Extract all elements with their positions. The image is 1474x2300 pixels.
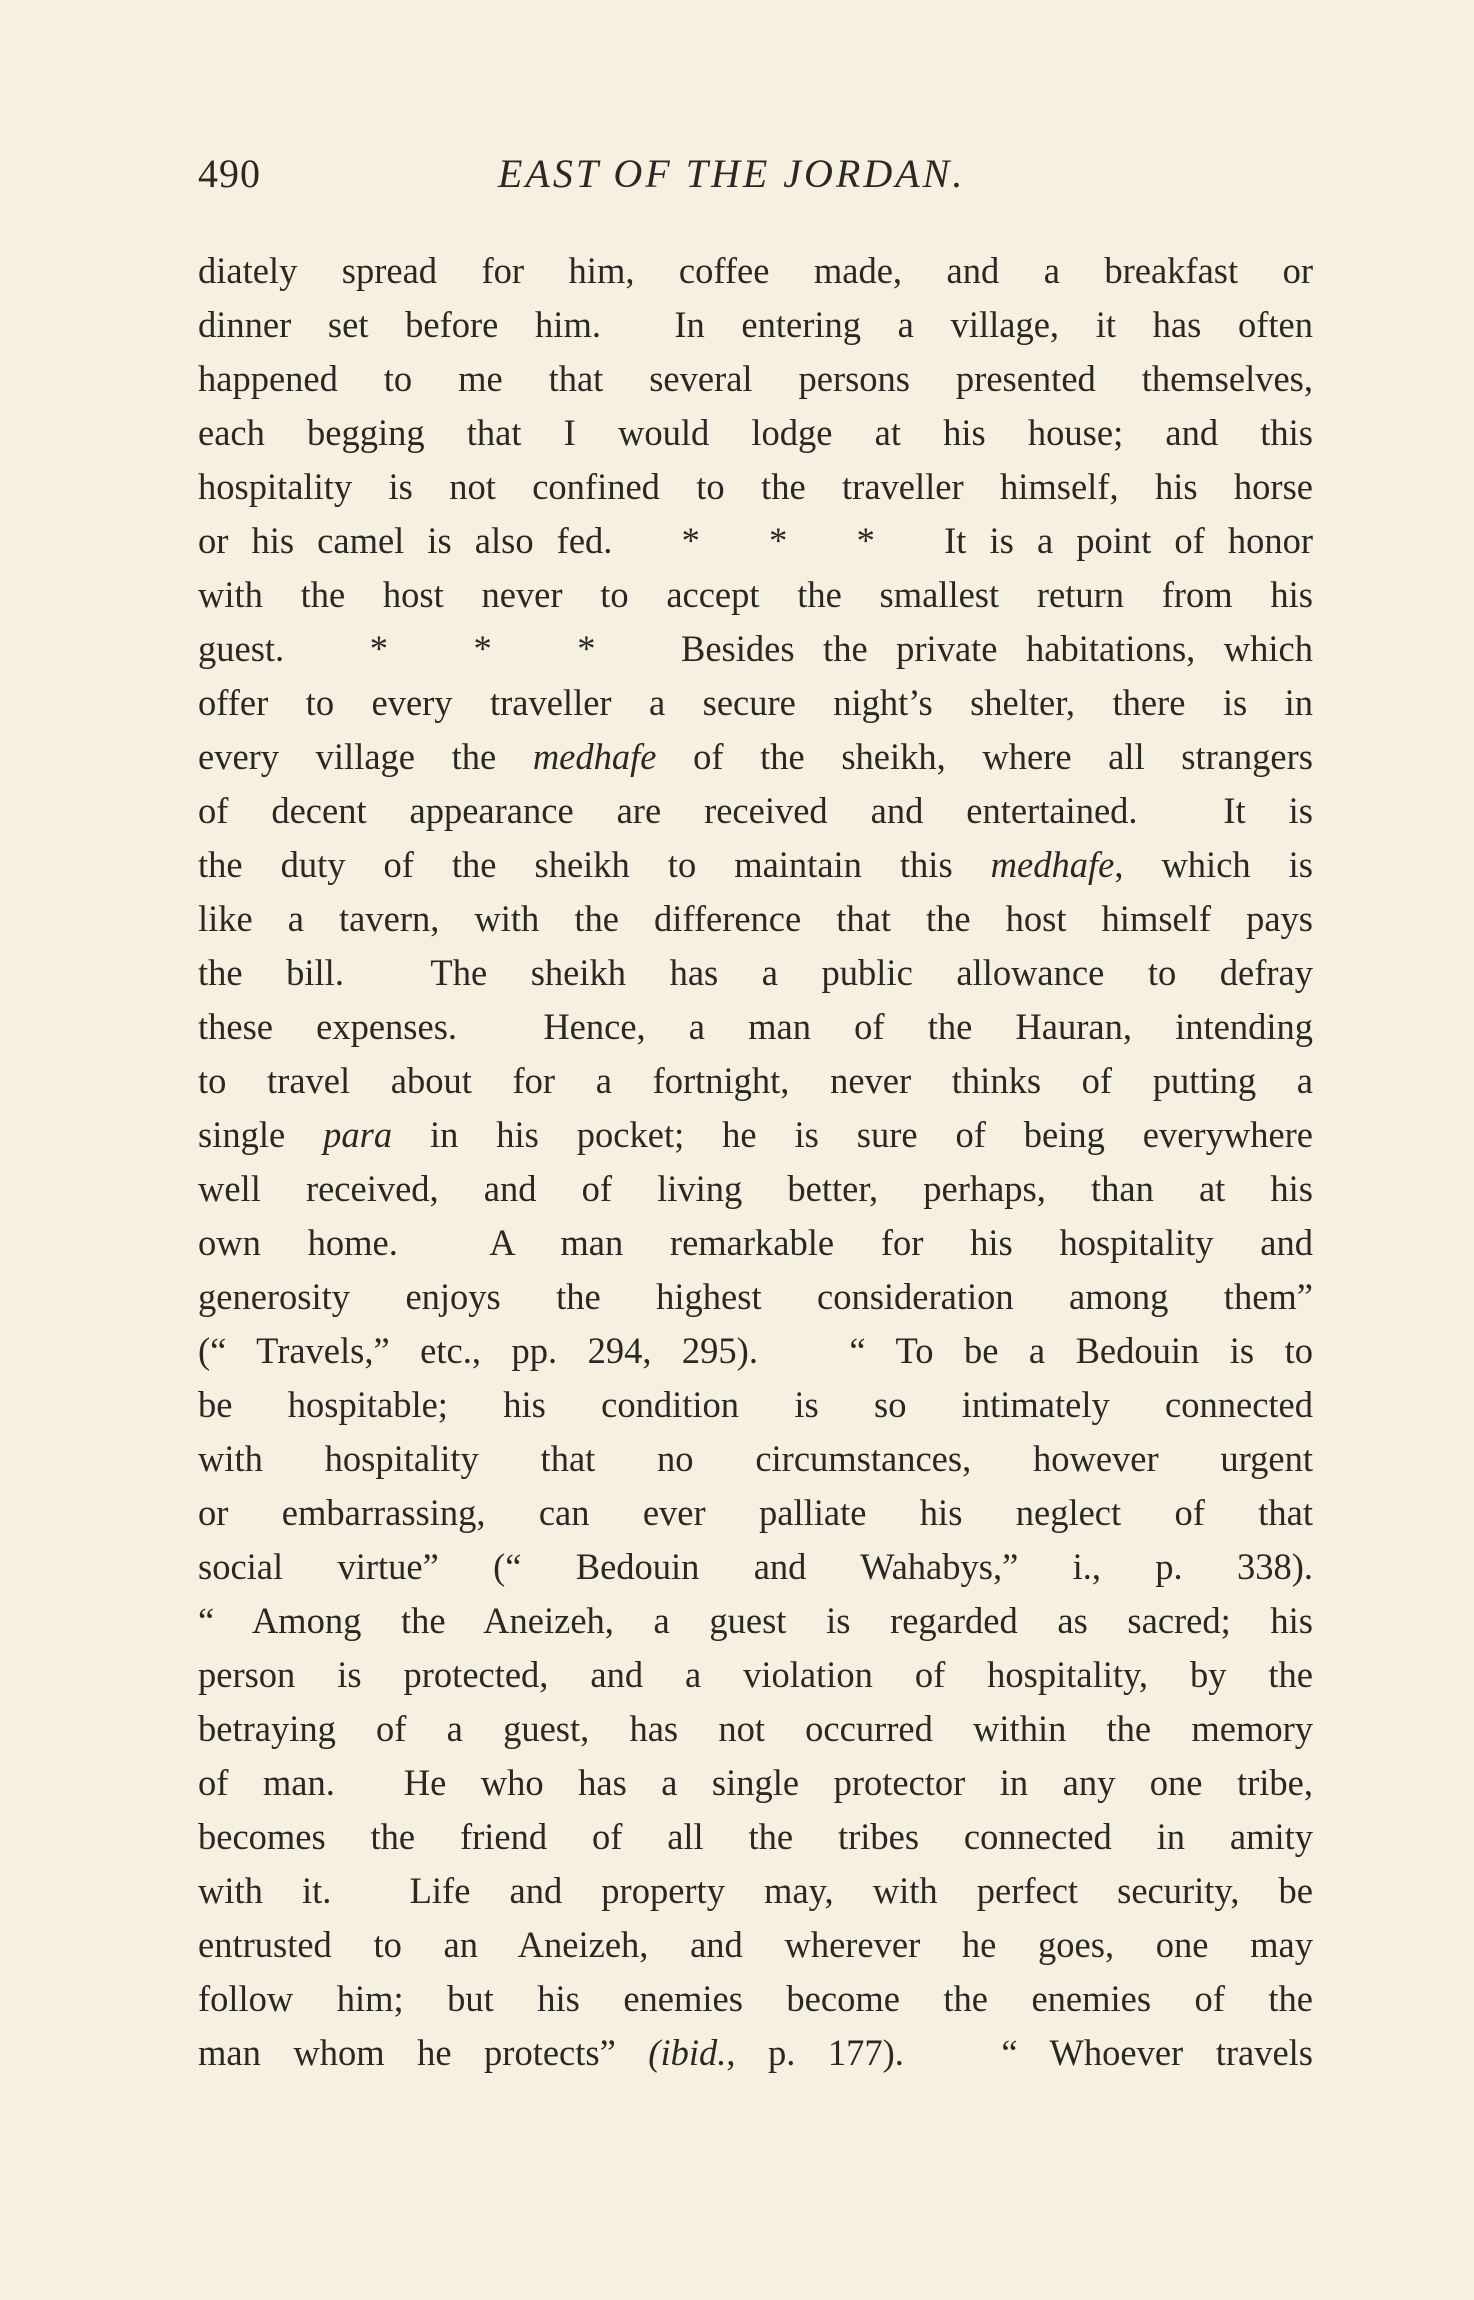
running-title: EAST OF THE JORDAN.: [498, 151, 966, 196]
text-line: [198, 1108, 1313, 1162]
text-segment: with hospitality that no circumstances, however urgent: [198, 1438, 1313, 1479]
text-line: [198, 892, 1313, 946]
text-line: [198, 1918, 1313, 1972]
text-segment: with it. Life and property may, with perfect security, be: [198, 1870, 1313, 1911]
text-line: [198, 514, 1313, 568]
text-segment: betraying of a guest, has not occurred within the memory: [198, 1708, 1313, 1749]
text-segment: single: [198, 1114, 324, 1155]
text-line: [198, 244, 1313, 298]
text-segment: with the host never to accept the smallest return from his: [198, 574, 1313, 615]
page-number: 490: [198, 151, 261, 196]
text-line: [198, 1000, 1313, 1054]
text-line: [198, 460, 1313, 514]
text-segment: every village the: [198, 736, 533, 777]
text-line: [198, 1702, 1313, 1756]
text-line: [198, 946, 1313, 1000]
text-line: [198, 406, 1313, 460]
text-segment: , p. 177). “ Whoever travels: [726, 2032, 1313, 2073]
text-segment: entrusted to an Aneizeh, and wherever he goes, one may: [198, 1924, 1313, 1965]
text-line: [198, 1270, 1313, 1324]
text-segment: of the sheikh, where all strangers: [656, 736, 1313, 777]
text-segment: be hospitable; his condition is so intimately connected: [198, 1384, 1313, 1425]
text-segment: offer to every traveller a secure night’s shelter, there is in: [198, 682, 1313, 723]
text-line: [198, 1432, 1313, 1486]
text-segment: generosity enjoys the highest consideration among them”: [198, 1276, 1313, 1317]
text-line: [198, 1162, 1313, 1216]
text-line: [198, 1594, 1313, 1648]
text-segment: hospitality is not confined to the traveller himself, his horse: [198, 466, 1313, 507]
text-segment: guest. * * * Besides the private habitations, which: [198, 628, 1313, 669]
text-line: [198, 1756, 1313, 1810]
text-segment: diately spread for him, coffee made, and a breakfast or: [198, 250, 1313, 291]
text-segment: of man. He who has a single protector in any one tribe,: [198, 1762, 1313, 1803]
text-segment: or his camel is also fed. * * * It is a point of honor: [198, 520, 1313, 561]
text-line: [198, 1486, 1313, 1540]
text-segment: to travel about for a fortnight, never thinks of putting a: [198, 1060, 1313, 1101]
text-line: [198, 622, 1313, 676]
text-segment: the duty of the sheikh to maintain this: [198, 844, 991, 885]
text-line: [198, 1054, 1313, 1108]
text-line: [198, 676, 1313, 730]
text-line: [198, 1540, 1313, 1594]
text-segment: “ Among the Aneizeh, a guest is regarded as sacred; his: [198, 1600, 1313, 1641]
text-line: [198, 1648, 1313, 1702]
text-line: [198, 1864, 1313, 1918]
text-segment: social virtue” (“ Bedouin and Wahabys,” i., p. 338).: [198, 1546, 1313, 1587]
italic-text-segment: medhafe: [990, 844, 1115, 885]
text-line: [198, 352, 1313, 406]
text-line: [198, 1216, 1313, 1270]
text-segment: person is protected, and a violation of hospitality, by the: [198, 1654, 1313, 1695]
text-segment: well received, and of living better, perhaps, than at his: [198, 1168, 1313, 1209]
text-line: [198, 1972, 1313, 2026]
text-segment: the bill. The sheikh has a public allowance to defray: [198, 952, 1313, 993]
text-segment: happened to me that several persons presented themselves,: [198, 358, 1313, 399]
text-line: [198, 1810, 1313, 1864]
text-segment: or embarrassing, can ever palliate his neglect of that: [198, 1492, 1313, 1533]
text-segment: in his pocket; he is sure of being everywhere: [392, 1114, 1314, 1155]
text-segment: each begging that I would lodge at his house; and this: [198, 412, 1313, 453]
italic-text-segment: para: [323, 1114, 393, 1155]
text-segment: these expenses. Hence, a man of the Hauran, intending: [198, 1006, 1313, 1047]
text-line: [198, 568, 1313, 622]
text-segment: becomes the friend of all the tribes connected in amity: [198, 1816, 1313, 1857]
italic-text-segment: (ibid.: [648, 2032, 727, 2073]
running-head: [198, 150, 1313, 210]
text-segment: man whom he protects”: [198, 2032, 649, 2073]
text-line: [198, 298, 1313, 352]
text-line: [198, 1378, 1313, 1432]
text-line: [198, 784, 1313, 838]
text-segment: follow him; but his enemies become the enemies of the: [198, 1978, 1313, 2019]
text-line: [198, 1324, 1313, 1378]
text-segment: own home. A man remarkable for his hospitality and: [198, 1222, 1313, 1263]
text-segment: dinner set before him. In entering a village, it has often: [198, 304, 1313, 345]
text-line: [198, 730, 1313, 784]
text-line: [198, 838, 1313, 892]
text-segment: (“ Travels,” etc., pp. 294, 295). “ To be a Bedouin is to: [198, 1330, 1313, 1371]
text-segment: like a tavern, with the difference that the host himself pays: [198, 898, 1313, 939]
body-text: [198, 244, 1313, 2080]
italic-text-segment: medhafe: [532, 736, 657, 777]
text-line: [198, 2026, 1313, 2080]
text-segment: , which is: [1114, 844, 1313, 885]
text-segment: of decent appearance are received and entertained. It is: [198, 790, 1313, 831]
